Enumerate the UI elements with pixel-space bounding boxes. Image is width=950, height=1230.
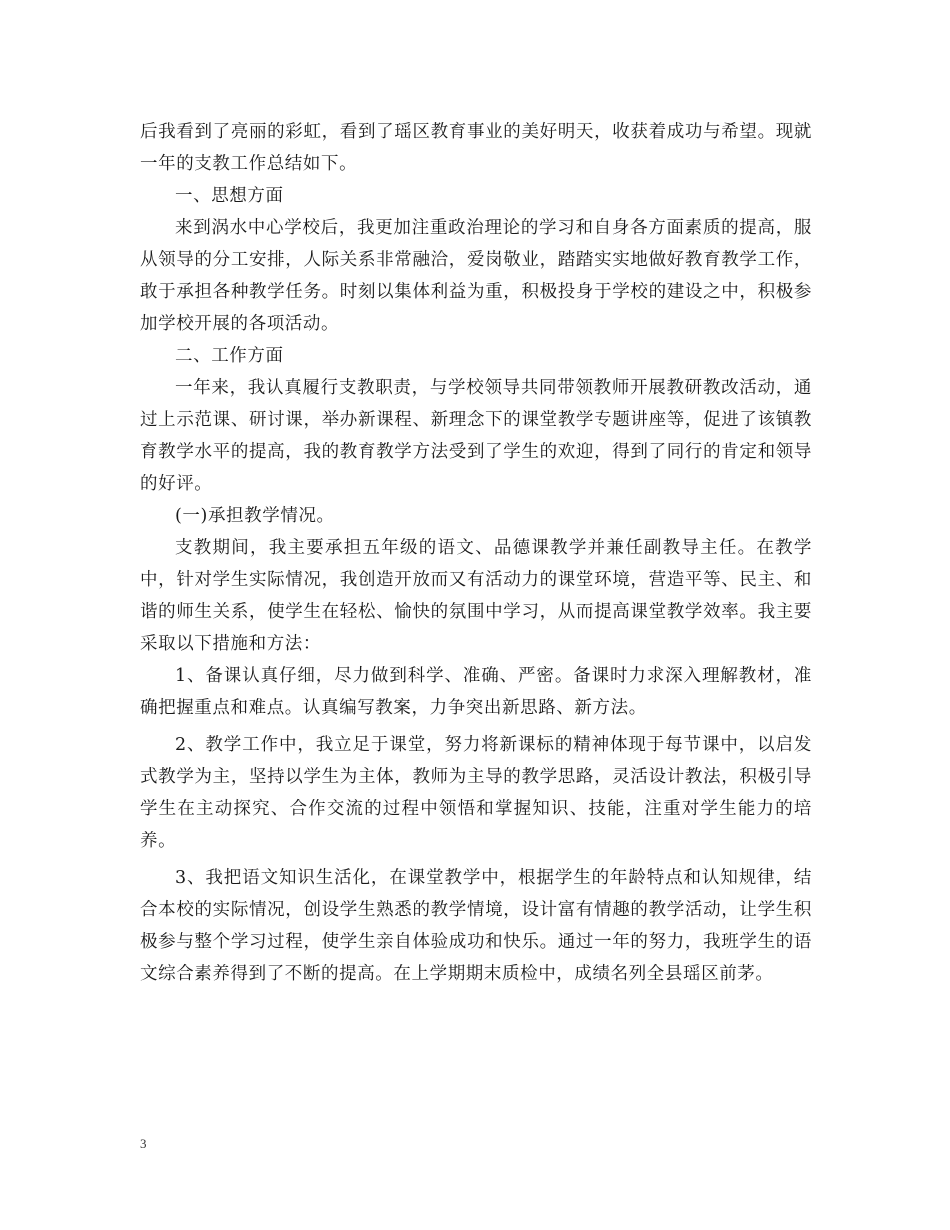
- document-body: [140, 116, 812, 990]
- paragraph-teaching: 支教期间，我主要承担五年级的语文、品德课教学并兼任副教导主任。在教学中，针对学生实际情况，我创造开放而又有活动力的课堂环境，营造平等、民主、和谐的师生关系，使学生在轻松、愉快的氛围中学习，从而提高课堂教学效率。我主要采取以下措施和方法：: [140, 538, 812, 654]
- subsection-heading-teaching: (一)承担教学情况。: [175, 506, 335, 526]
- page-number: 3: [140, 1136, 147, 1151]
- paragraph-intro-continuation: 后我看到了亮丽的彩虹，看到了瑶区教育事业的美好明天，收获着成功与希望。现就一年的支教工作总结如下。: [140, 122, 812, 174]
- section-heading-ideology: 一、思想方面: [175, 186, 284, 206]
- list-item-classroom-teaching: 2、教学工作中，我立足于课堂，努力将新课标的精神体现于每节课中，以启发式教学为主，坚持以学生为主体，教师为主导的教学思路，灵活设计教法，积极引导学生在主动探究、合作交流的过程中领悟和掌握知识、技能，注重对学生能力的培养。: [140, 735, 812, 851]
- list-item-lesson-prep: 1、备课认真仔细，尽力做到科学、准确、严密。备课时力求深入理解教材，准确把握重点和难点。认真编写教案，力争突出新思路、新方法。: [140, 666, 812, 718]
- paragraph-work: 一年来，我认真履行支教职责，与学校领导共同带领教师开展教研教改活动，通过上示范课、研讨课，举办新课程、新理念下的课堂教学专题讲座等，促进了该镇教育教学水平的提高，我的教育教学方法受到了学生的欢迎，得到了同行的肯定和领导的好评。: [140, 378, 812, 494]
- list-item-language-knowledge: 3、我把语文知识生活化，在课堂教学中，根据学生的年龄特点和认知规律，结合本校的实际情况，创设学生熟悉的教学情境，设计富有情趣的教学活动，让学生积极参与整个学习过程，使学生亲自体验成功和快乐。通过一年的努力，我班学生的语文综合素养得到了不断的提高。在上学期期末质检中，成绩名列全县瑶区前茅。: [140, 868, 812, 984]
- section-heading-work: 二、工作方面: [175, 346, 284, 366]
- paragraph-ideology: 来到涡水中心学校后，我更加注重政治理论的学习和自身各方面素质的提高，服从领导的分工安排，人际关系非常融洽，爱岗敬业，踏踏实实地做好教育教学工作，敢于承担各种教学任务。时刻以集体利益为重，积极投身于学校的建设之中，积极参加学校开展的各项活动。: [140, 218, 812, 334]
